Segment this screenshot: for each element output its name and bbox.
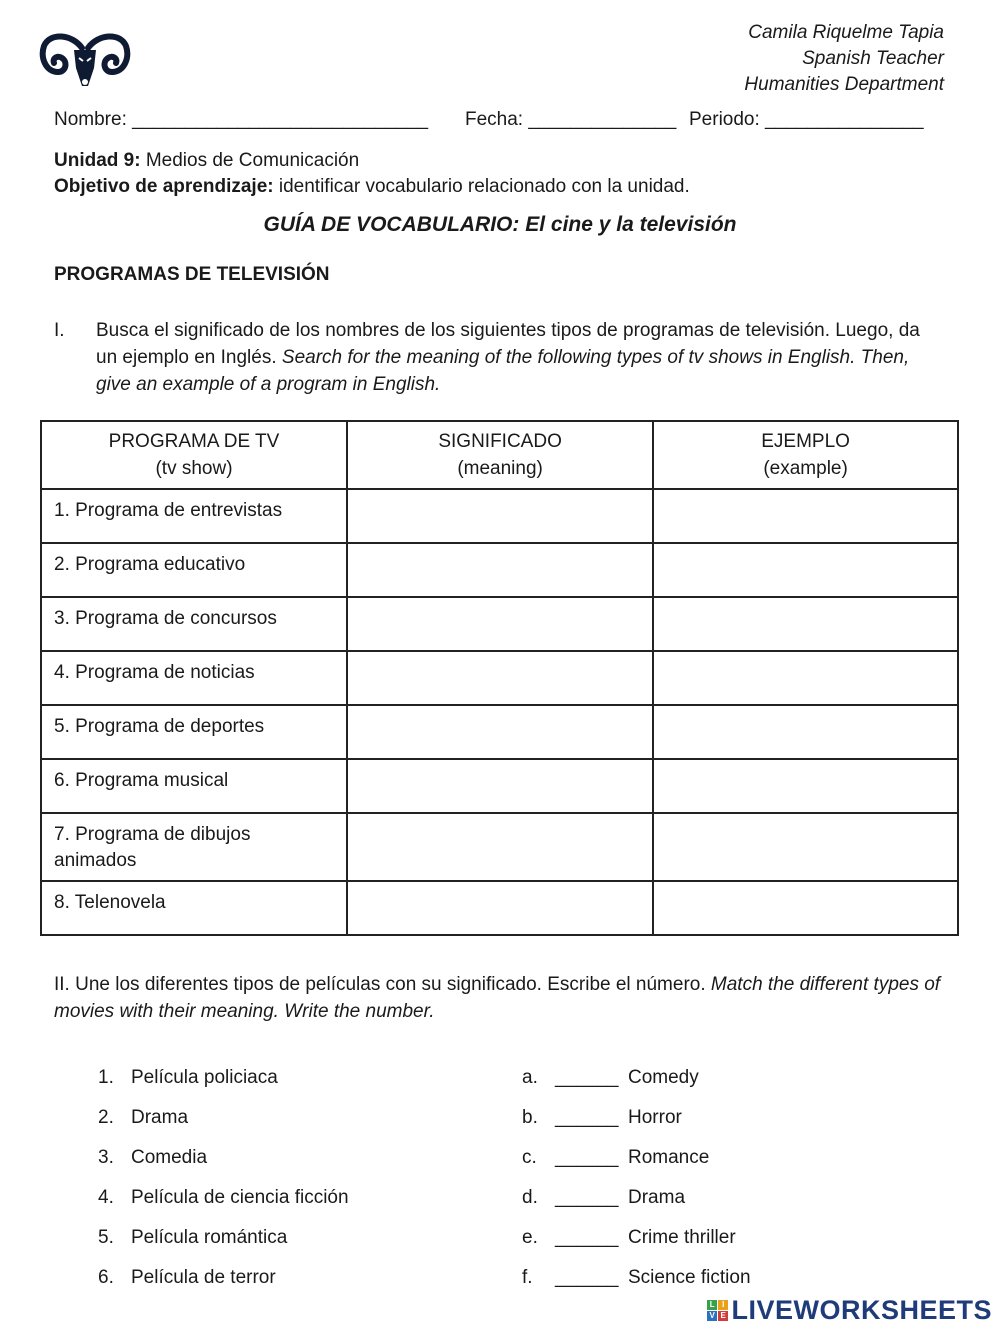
table-row	[41, 705, 958, 759]
example-cell[interactable]	[653, 543, 958, 597]
liveworksheets-logo	[707, 1295, 992, 1326]
table-row	[41, 597, 958, 651]
example-cell[interactable]	[653, 651, 958, 705]
meaning-cell[interactable]	[347, 543, 653, 597]
periodo-field[interactable]: Periodo: _______________	[689, 109, 924, 130]
teacher-role: Spanish Teacher	[802, 48, 944, 69]
answer-blank[interactable]: ______	[555, 1267, 619, 1288]
program-cell: 8. Telenovela	[41, 881, 347, 935]
table-row	[41, 651, 958, 705]
example-cell[interactable]	[653, 813, 958, 881]
program-cell: 6. Programa musical	[41, 759, 347, 813]
program-cell: 4. Programa de noticias	[41, 651, 347, 705]
answer-blank[interactable]: ______	[555, 1147, 619, 1168]
example-cell[interactable]	[653, 597, 958, 651]
page-title: GUÍA DE VOCABULARIO: El cine y la televisión	[263, 213, 737, 236]
nombre-field[interactable]: Nombre: ____________________________	[54, 109, 429, 130]
example-cell[interactable]	[653, 489, 958, 543]
header-meaning: SIGNIFICADO (meaning)	[347, 421, 653, 489]
example-cell[interactable]	[653, 881, 958, 935]
meaning-cell[interactable]	[347, 705, 653, 759]
header-example: EJEMPLO (example)	[653, 421, 958, 489]
part1-english: Search for the meaning of the following types of tv shows in English. Then, give an example of a program in English.	[96, 347, 910, 395]
objective-line	[54, 174, 690, 200]
meaning-cell[interactable]	[347, 651, 653, 705]
objective-value: identificar vocabulario relacionado con la unidad.	[273, 176, 690, 197]
example-cell[interactable]	[653, 705, 958, 759]
program-cell: 3. Programa de concursos	[41, 597, 347, 651]
table-row	[41, 813, 958, 881]
program-cell: 5. Programa de deportes	[41, 705, 347, 759]
part2-english: Match the different types of movies with their meaning. Write the number.	[54, 974, 941, 1022]
unit-line	[54, 148, 359, 174]
meaning-cell[interactable]	[347, 813, 653, 881]
part1-instructions	[54, 317, 944, 398]
liveworksheets-text: LIVEWORKSHEETS	[731, 1295, 992, 1325]
example-cell[interactable]	[653, 759, 958, 813]
unit-value: Medios de Comunicación	[140, 150, 360, 171]
table-row	[41, 489, 958, 543]
part2-spanish: II. Une los diferentes tipos de películas con su significado. Escribe el número.	[54, 974, 706, 995]
meaning-cell[interactable]	[347, 881, 653, 935]
teacher-name: Camila Riquelme Tapia	[748, 22, 944, 43]
table-row	[41, 543, 958, 597]
teacher-info	[744, 20, 944, 98]
answer-blank[interactable]: ______	[555, 1107, 619, 1128]
meaning-cell[interactable]	[347, 759, 653, 813]
liveworksheets-mark-icon: L I V E	[707, 1300, 728, 1321]
program-cell: 2. Programa educativo	[41, 543, 347, 597]
table-row	[41, 881, 958, 935]
header-tv-show: PROGRAMA DE TV (tv show)	[41, 421, 347, 489]
answer-blank[interactable]: ______	[555, 1227, 619, 1248]
answer-blank[interactable]: ______	[555, 1187, 619, 1208]
table-header-row	[41, 421, 958, 489]
meaning-cell[interactable]	[347, 489, 653, 543]
section-heading: PROGRAMAS DE TELEVISIÓN	[54, 264, 330, 285]
teacher-department: Humanities Department	[744, 74, 944, 95]
table-row	[41, 759, 958, 813]
part2-instructions	[54, 971, 944, 1025]
vocab-table	[40, 420, 959, 936]
ram-logo-icon	[38, 30, 132, 92]
objective-label: Objetivo de aprendizaje:	[54, 176, 274, 197]
fecha-field[interactable]: Fecha: ______________	[465, 109, 677, 130]
answer-blank[interactable]: ______	[555, 1067, 619, 1088]
part1-number: I.	[54, 320, 65, 341]
part1-spanish: Busca el significado de los nombres de los siguientes tipos de programas de televisión. Luego, da un ejemplo en Inglés.	[96, 320, 920, 368]
program-cell: 7. Programa de dibujos animados	[41, 813, 347, 881]
unit-label: Unidad 9:	[54, 150, 141, 171]
program-cell: 1. Programa de entrevistas	[41, 489, 347, 543]
meaning-cell[interactable]	[347, 597, 653, 651]
